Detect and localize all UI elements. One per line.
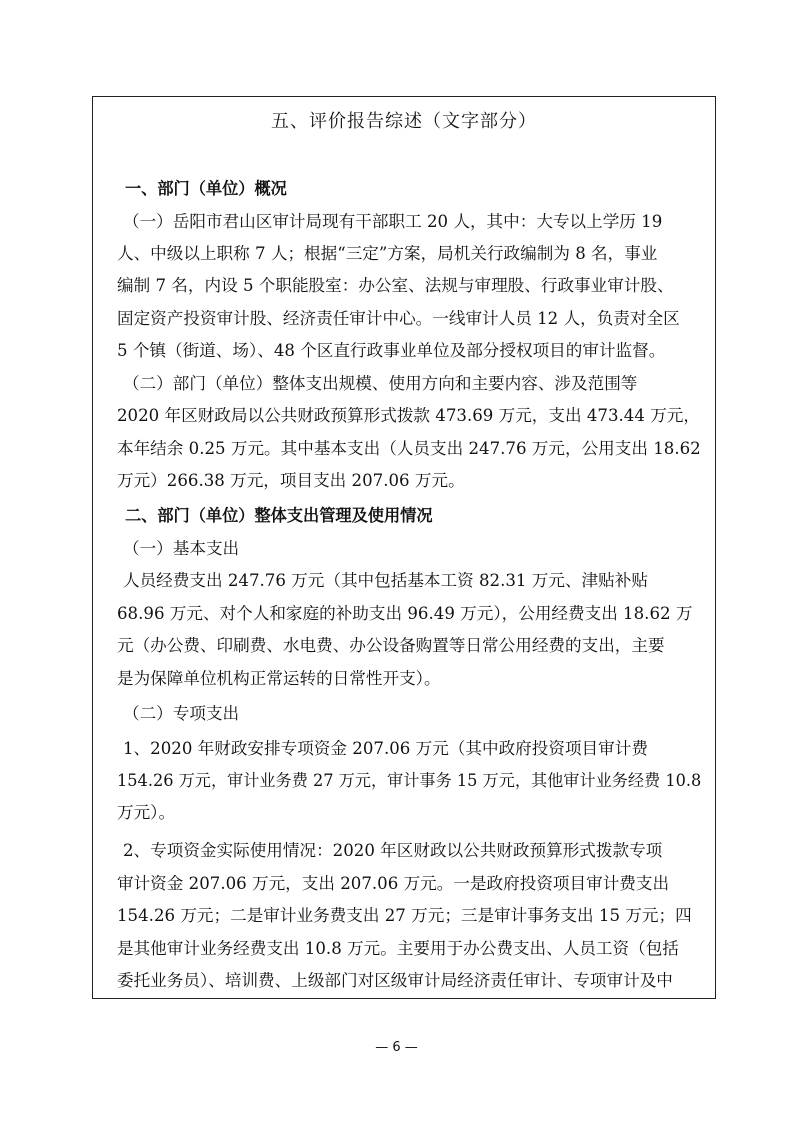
paragraph-line: 人、中级以上职称 7 人；根据“三定”方案，局机关行政编制为 8 名，事业 — [117, 244, 658, 263]
paragraph-line: （二）部门（单位）整体支出规模、使用方向和主要内容、涉及范围等 — [123, 374, 638, 393]
paragraph-line: 审计资金 207.06 万元，支出 207.06 万元。一是政府投资项目审计费支出 — [117, 874, 670, 893]
paragraph-line: 元（办公费、印刷费、水电费、办公设备购置等日常公用经费的支出，主要 — [117, 636, 665, 655]
paragraph-line: 2、专项资金实际使用情况：2020 年区财政以公共财政预算形式拨款专项 — [123, 841, 663, 860]
paragraph-line: （一）岳阳市君山区审计局现有干部职工 20 人，其中：大专以上学历 19 — [123, 212, 663, 231]
paragraph-line: 万元）266.38 万元，项目支出 207.06 万元。 — [117, 471, 465, 490]
paragraph-line: 2020 年区财政局以公共财政预算形式拨款 473.69 万元，支出 473.44 万元， — [117, 406, 700, 425]
paragraph-line: 是其他审计业务经费支出 10.8 万元。主要用于办公费支出、人员工资（包括 — [117, 939, 679, 958]
paragraph-line: 154.26 万元；二是审计业务费支出 27 万元；三是审计事务支出 15 万元；四 — [117, 906, 692, 925]
section-title: 五、评价报告综述（文字部分） — [271, 111, 537, 132]
paragraph-line: 154.26 万元，审计业务费 27 万元，审计事务 15 万元，其他审计业务经费 10.8 — [117, 771, 702, 790]
heading-expenditure-management: 二、部门（单位）整体支出管理及使用情况 — [125, 506, 433, 525]
page-number: — 6 — — [375, 1040, 418, 1055]
paragraph-line: 1、2020 年财政安排专项资金 207.06 万元（其中政府投资项目审计费 — [123, 739, 648, 758]
subheading-basic-expenditure: （一）基本支出 — [123, 539, 240, 558]
paragraph-line: 固定资产投资审计股、经济责任审计中心。一线审计人员 12 人，负责对全区 — [117, 309, 680, 328]
paragraph-line: 5 个镇（街道、场）、48 个区直行政事业单位及部分授权项目的审计监督。 — [117, 341, 666, 360]
paragraph-line: 委托业务员）、培训费、上级部门对区级审计局经济责任审计、专项审计及中 — [117, 971, 673, 990]
report-frame — [92, 96, 716, 999]
paragraph-line: 是为保障单位机构正常运转的日常性开支）。 — [117, 669, 441, 688]
subheading-special-expenditure: （二）专项支出 — [123, 704, 240, 723]
paragraph-line: 万元）。 — [117, 803, 176, 822]
paragraph-line: 编制 7 名，内设 5 个职能股室：办公室、法规与审理股、行政事业审计股、 — [117, 276, 674, 295]
paragraph-line: 人员经费支出 247.76 万元（其中包括基本工资 82.31 万元、津贴补贴 — [123, 571, 648, 590]
paragraph-line: 本年结余 0.25 万元。其中基本支出（人员支出 247.76 万元，公用支出 18.62 — [117, 439, 701, 458]
heading-department-overview: 一、部门（单位）概况 — [125, 179, 287, 198]
paragraph-line: 68.96 万元、对个人和家庭的补助支出 96.49 万元），公用经费支出 18.62 万 — [117, 604, 693, 623]
